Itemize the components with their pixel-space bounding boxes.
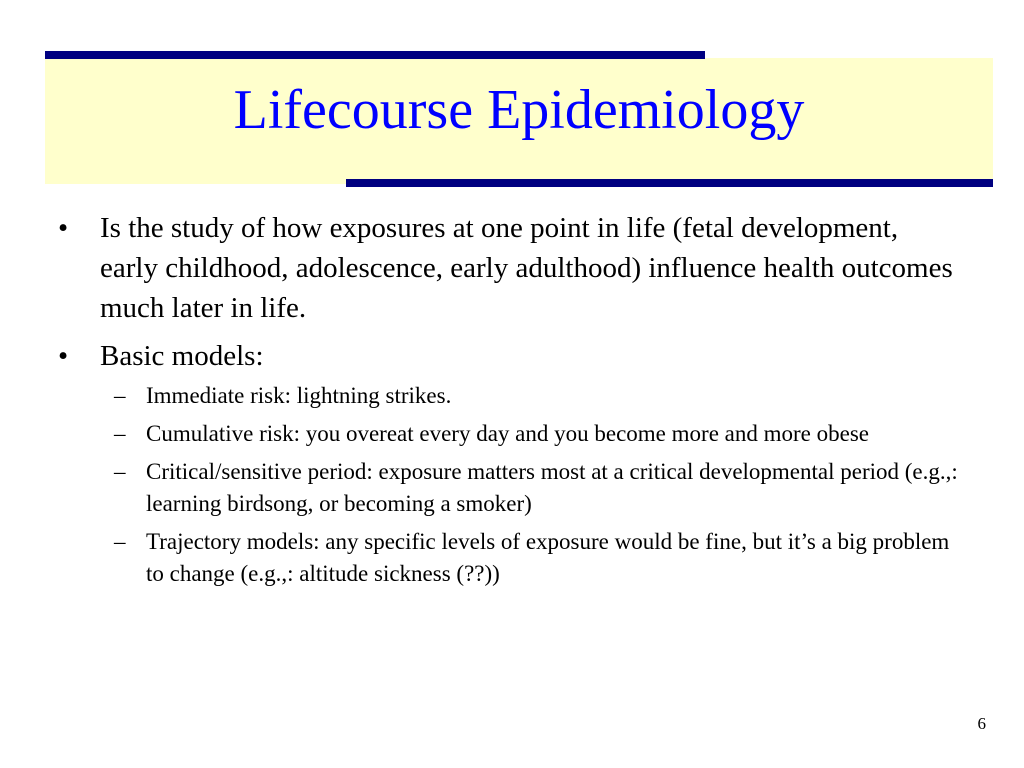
sub-item-cumulative-risk bbox=[108, 418, 958, 450]
bullet-marker: • bbox=[58, 340, 69, 372]
title-accent-bar-top bbox=[45, 51, 705, 59]
sub-item-text: Critical/sensitive period: exposure matters most at a critical developmental period (e.g.,: learning birdsong, or becoming a smoker) bbox=[146, 459, 958, 516]
bullet-item-basic-models bbox=[58, 336, 958, 376]
title-accent-bar-bottom bbox=[346, 179, 993, 187]
sub-item-critical-period bbox=[108, 456, 958, 520]
bullet-marker: • bbox=[58, 212, 69, 244]
sub-item-immediate-risk bbox=[108, 380, 958, 412]
sub-item-trajectory-models bbox=[108, 526, 958, 590]
sub-item-text: Trajectory models: any specific levels of exposure would be fine, but it’s a big problem to change (e.g.,: altitude sickness (??)) bbox=[146, 529, 950, 586]
slide-title: Lifecourse Epidemiology bbox=[233, 79, 805, 141]
bullet-text: Basic models: bbox=[100, 340, 264, 372]
slide-content bbox=[58, 208, 958, 596]
dash-marker: – bbox=[114, 459, 126, 484]
sub-item-text: Cumulative risk: you overeat every day and you become more and more obese bbox=[146, 421, 869, 446]
dash-marker: – bbox=[114, 383, 126, 408]
dash-marker: – bbox=[114, 529, 126, 554]
page-number: 6 bbox=[977, 714, 986, 733]
bullet-item-definition bbox=[58, 208, 958, 328]
sub-item-text: Immediate risk: lightning strikes. bbox=[146, 383, 452, 408]
bullet-text: Is the study of how exposures at one point in life (fetal development, early childhood, adolescence, early adulthood) influence health outcomes much later in life. bbox=[100, 212, 953, 324]
models-sub-list bbox=[108, 380, 958, 590]
dash-marker: – bbox=[114, 421, 126, 446]
